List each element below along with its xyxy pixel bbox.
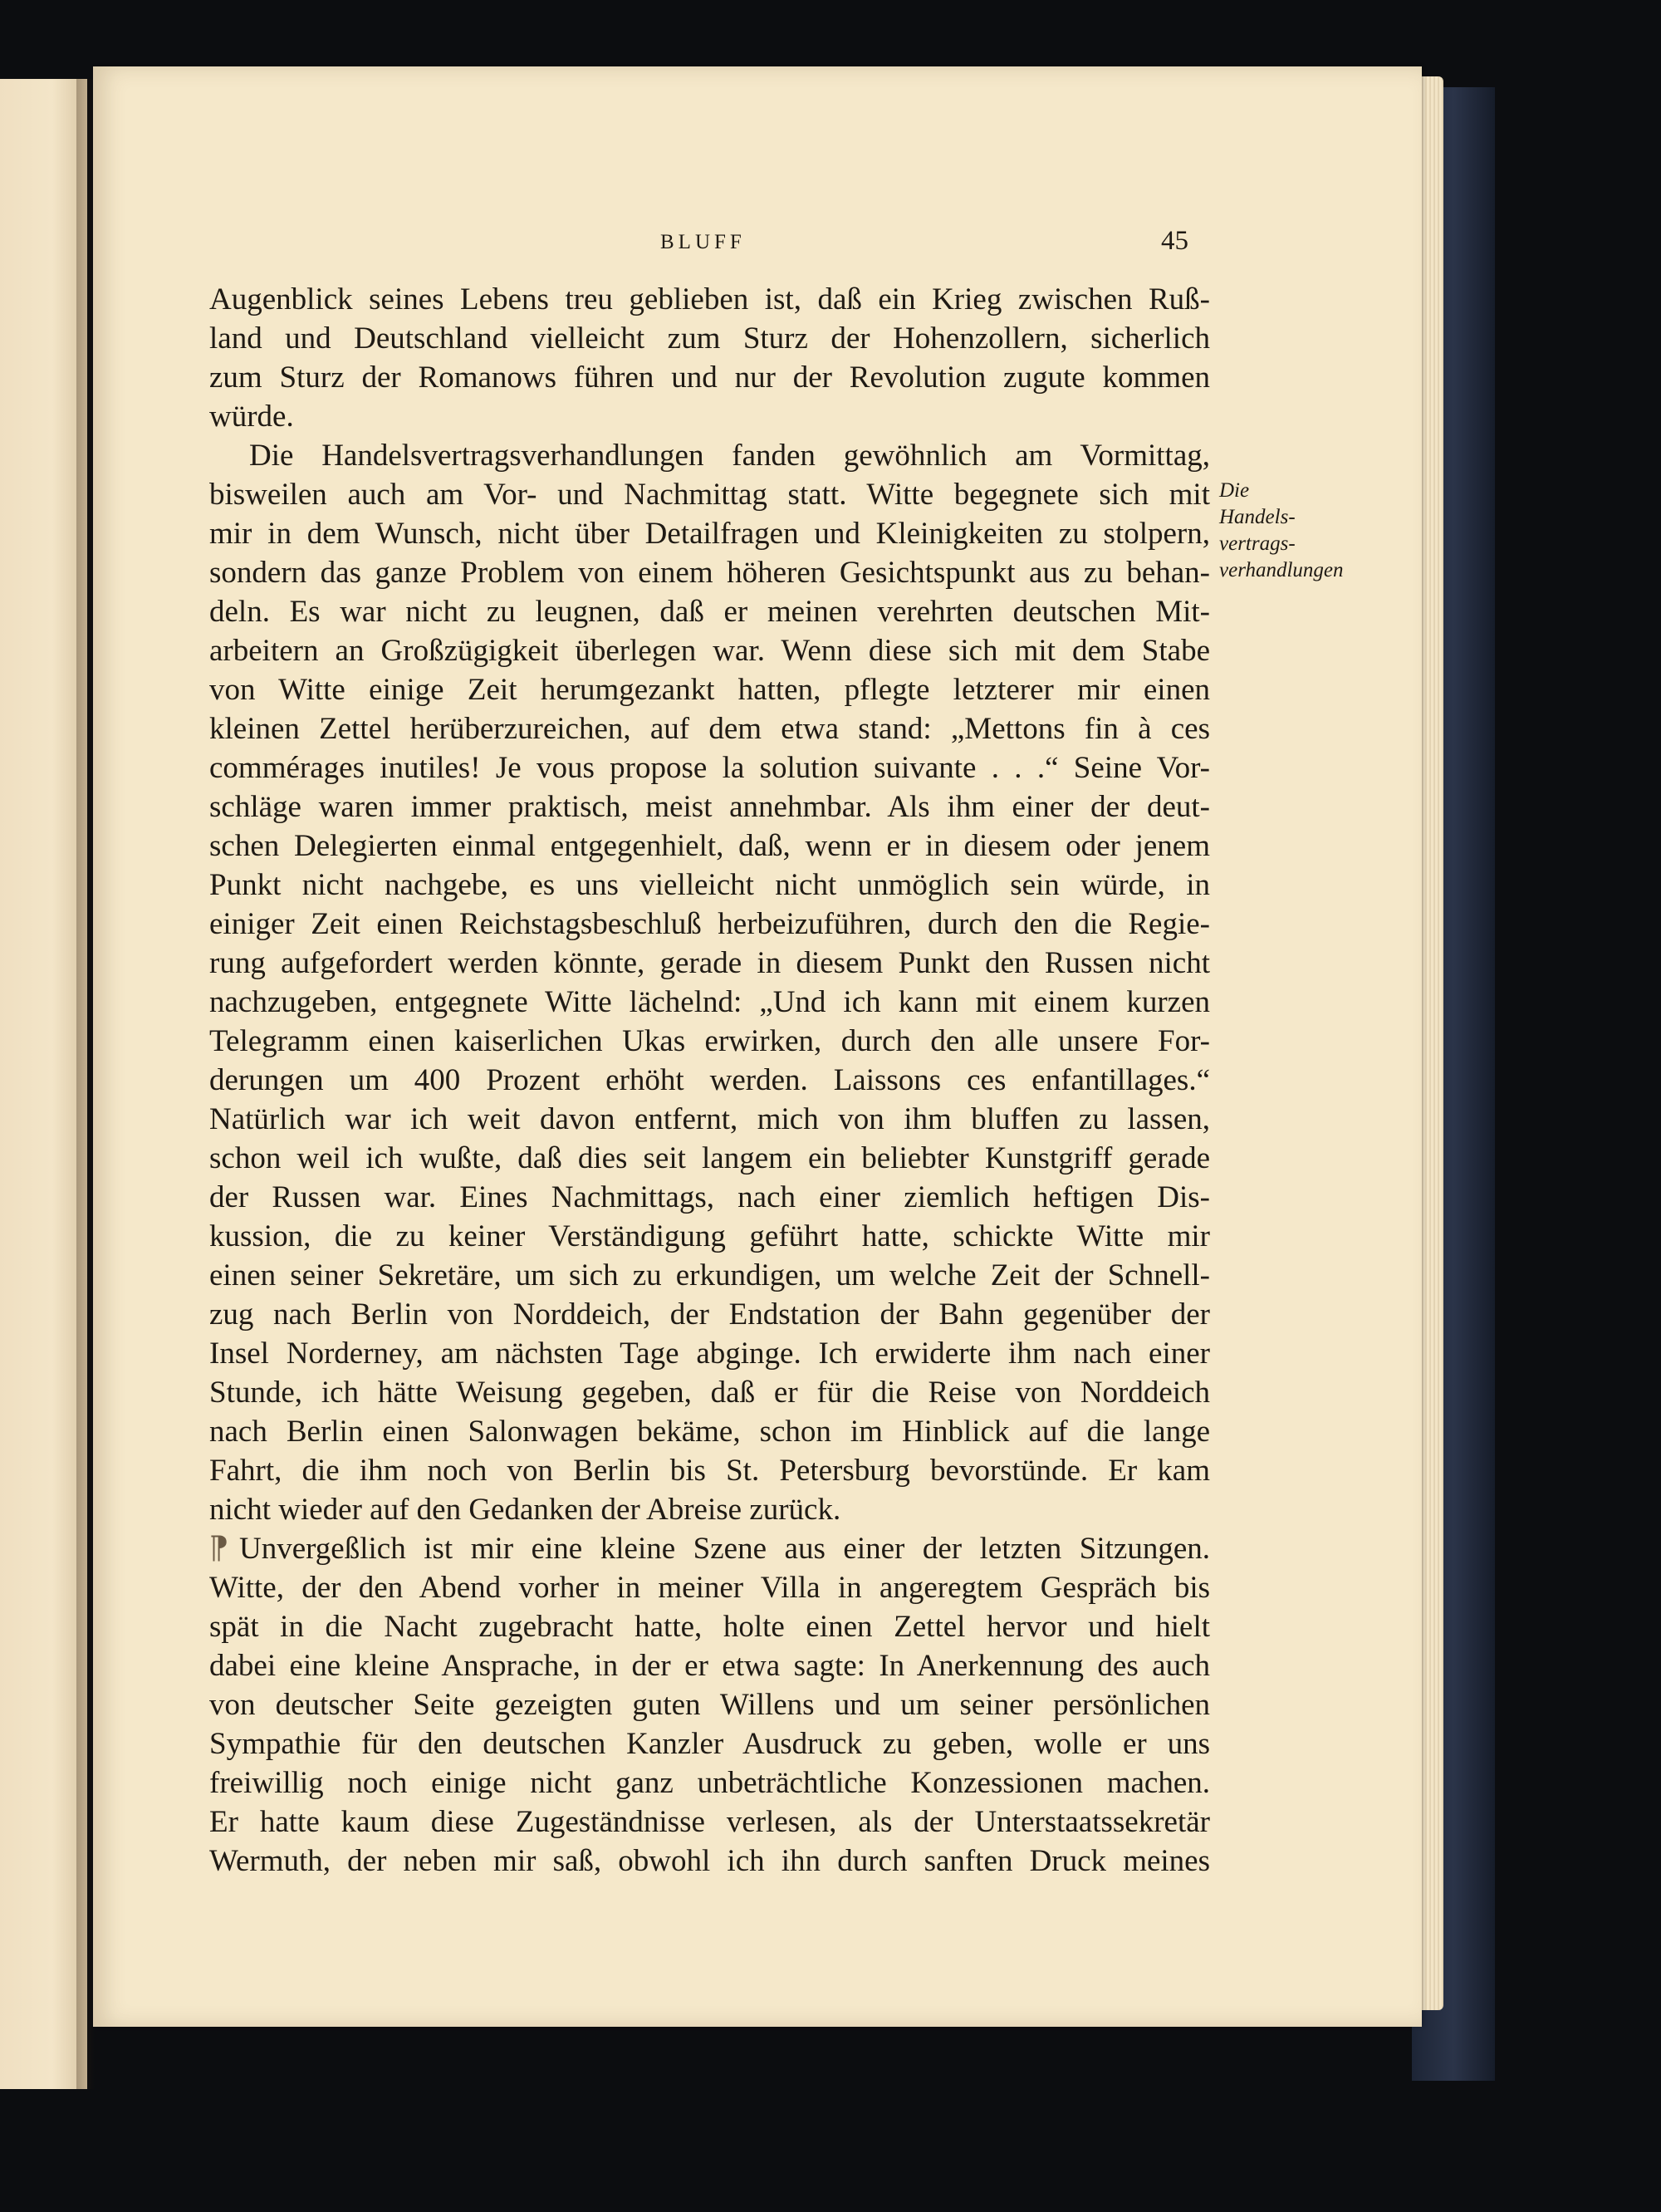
text-line: Punkt nicht nachgebe, es uns vielleicht nicht unmöglich sein würde, in — [209, 868, 1210, 902]
margin-note-line: verhandlungen — [1219, 559, 1344, 581]
text-line: spät in die Nacht zugebracht hatte, holte einen Zettel hervor und hielt — [209, 1610, 1210, 1644]
gutter-shadow — [76, 79, 95, 2089]
text-line-content: Unvergeßlich ist mir eine kleine Szene aus einer der letzten Sitzungen. — [239, 1532, 1210, 1566]
text-line: land und Deutschland vielleicht zum Sturz der Hohenzollern, sicherlich — [209, 321, 1210, 356]
text-line: Natürlich war ich weit davon entfernt, mich von ihm bluffen zu lassen, — [209, 1102, 1210, 1136]
text-line: einiger Zeit einen Reichstagsbeschluß herbeizuführen, durch den die Regie- — [209, 907, 1210, 941]
paragraph-mark-icon: ⁋ — [209, 1532, 229, 1566]
text-line: rung aufgefordert werden könnte, gerade in diesem Punkt den Russen nicht — [209, 946, 1210, 980]
text-line: schon weil ich wußte, daß dies seit langem ein beliebter Kunstgriff gerade — [209, 1141, 1210, 1175]
text-line: schen Delegierten einmal entgegenhielt, daß, wenn er in diesem oder jenem — [209, 829, 1210, 863]
text-line: dabei eine kleine Ansprache, in der er etwa sagte: In Anerkennung des auch — [209, 1649, 1210, 1683]
text-line-with-mark — [209, 1529, 1210, 1568]
text-line: der Russen war. Eines Nachmittags, nach einer ziemlich heftigen Dis- — [209, 1180, 1210, 1214]
text-line: von deutscher Seite gezeigten guten Willens und um seiner persönlichen — [209, 1688, 1210, 1722]
text-line: von Witte einige Zeit herumgezankt hatten, pflegte letzterer mir einen — [209, 673, 1210, 707]
text-line: bisweilen auch am Vor- und Nachmittag statt. Witte begegnete sich mit — [209, 478, 1210, 512]
text-line: sondern das ganze Problem von einem höheren Gesichtspunkt aus zu behan- — [209, 556, 1210, 590]
text-line: schläge waren immer praktisch, meist annehmbar. Als ihm einer der deut- — [209, 790, 1210, 824]
margin-note-line: Die — [1219, 479, 1250, 502]
margin-note — [1219, 478, 1385, 584]
text-line: zug nach Berlin von Norddeich, der Endstation der Bahn gegenüber der — [209, 1297, 1210, 1332]
text-line: Augenblick seines Lebens treu geblieben ist, daß ein Krieg zwischen Ruß- — [209, 282, 1210, 316]
text-line: commérages inutiles! Je vous propose la solution suivante . . .“ Seine Vor- — [209, 751, 1210, 785]
text-line: mir in dem Wunsch, nicht über Detailfragen und Kleinigkeiten zu stolpern, — [209, 517, 1210, 551]
text-line: Insel Norderney, am nächsten Tage abginge. Ich erwiderte ihm nach einer — [209, 1337, 1210, 1371]
margin-note-line: vertrags- — [1219, 532, 1296, 555]
page-number: 45 — [1161, 226, 1188, 256]
text-line: einen seiner Sekretäre, um sich zu erkundigen, um welche Zeit der Schnell- — [209, 1258, 1210, 1292]
text-line: Wermuth, der neben mir saß, obwohl ich ihn durch sanften Druck meines — [209, 1844, 1210, 1878]
text-line: nicht wieder auf den Gedanken der Abreise zurück. — [209, 1493, 841, 1527]
text-line: Telegramm einen kaiserlichen Ukas erwirken, durch den alle unsere For- — [209, 1024, 1210, 1058]
text-line: deln. Es war nicht zu leugnen, daß er meinen verehrten deutschen Mit- — [209, 595, 1210, 629]
running-title: BLUFF — [660, 231, 746, 253]
text-line: Stunde, ich hätte Weisung gegeben, daß er für die Reise von Norddeich — [209, 1376, 1210, 1410]
text-line: zum Sturz der Romanows führen und nur der Revolution zugute kommen — [209, 360, 1210, 395]
text-line: arbeitern an Großzügigkeit überlegen war. Wenn diese sich mit dem Stabe — [209, 634, 1210, 668]
text-line: Witte, der den Abend vorher in meiner Villa in angeregtem Gespräch bis — [209, 1571, 1210, 1605]
text-line: Er hatte kaum diese Zugeständnisse verlesen, als der Unterstaatssekretär — [209, 1805, 1210, 1839]
text-line: würde. — [209, 400, 294, 434]
text-line: nach Berlin einen Salonwagen bekäme, schon im Hinblick auf die lange — [209, 1415, 1210, 1449]
text-line: nachzugeben, entgegnete Witte lächelnd: „Und ich kann mit einem kurzen — [209, 985, 1210, 1019]
left-page-edge — [0, 79, 87, 2089]
text-line: Die Handelsvertragsverhandlungen fanden gewöhnlich am Vormittag, — [249, 439, 1210, 473]
body-text — [209, 280, 1210, 1881]
margin-note-line: Handels- — [1219, 506, 1296, 528]
text-line: kussion, die zu keiner Verständigung geführt hatte, schickte Witte mir — [209, 1219, 1210, 1253]
text-line: Fahrt, die ihm noch von Berlin bis St. Petersburg bevorstünde. Er kam — [209, 1454, 1210, 1488]
text-line: freiwillig noch einige nicht ganz unbeträchtliche Konzessionen machen. — [209, 1766, 1210, 1800]
text-line: derungen um 400 Prozent erhöht werden. Laissons ces enfantillages.“ — [209, 1063, 1210, 1097]
text-line: kleinen Zettel herüberzureichen, auf dem etwa stand: „Mettons fin à ces — [209, 712, 1210, 746]
text-line: Sympathie für den deutschen Kanzler Ausdruck zu geben, wolle er uns — [209, 1727, 1210, 1761]
